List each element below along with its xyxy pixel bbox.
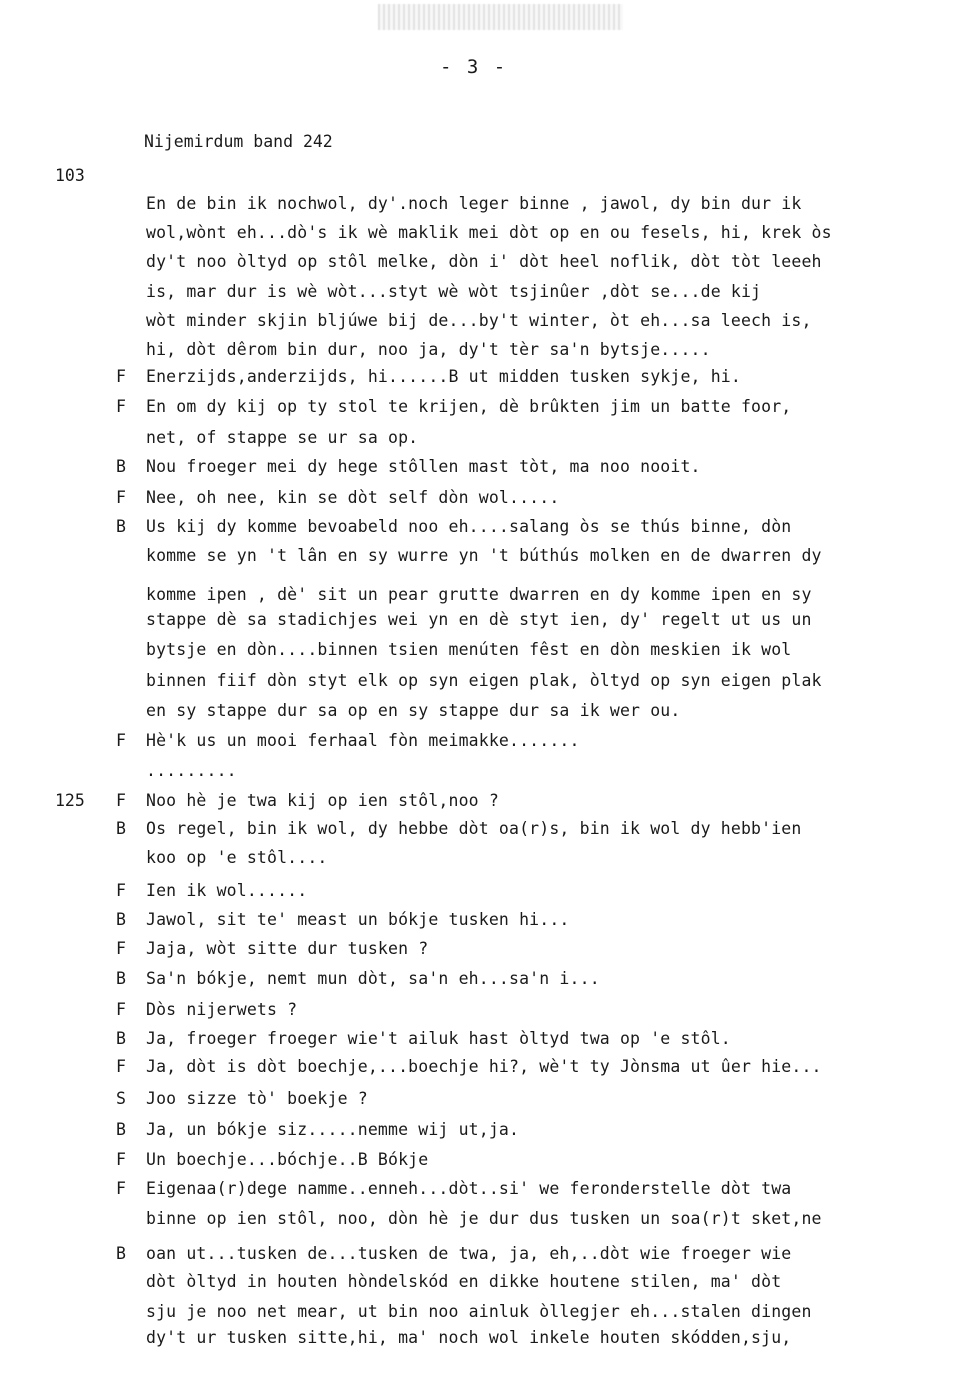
line-text: en sy stappe dur sa op en sy stappe dur sa ik wer ou. (146, 701, 681, 720)
speaker-code: B (116, 457, 126, 476)
transcript-line (0, 906, 979, 934)
speaker-code: F (116, 791, 126, 810)
transcript-title: Nijemirdum band 242 (144, 132, 333, 151)
transcript-line (0, 996, 979, 1024)
transcript-line (0, 965, 979, 993)
transcript-line (0, 484, 979, 512)
transcript-line (0, 935, 979, 963)
line-text: binnen fiif dòn styt elk op syn eigen plak, òltyd op syn eigen plak (146, 671, 822, 690)
line-text: Jawol, sit te' meast un bókje tusken hi... (146, 910, 570, 929)
transcript-line (0, 424, 979, 452)
speaker-code: B (116, 910, 126, 929)
line-text: Joo sizze tò' boekje ? (146, 1089, 368, 1108)
line-text: Ja, un bókje siz.....nemme wij ut,ja. (146, 1120, 520, 1139)
line-text: sju je noo net mear, ut bin noo ainluk òllegjer eh...stalen dingen (146, 1302, 812, 1321)
speaker-code: F (116, 1057, 126, 1076)
transcript-line (0, 581, 979, 609)
scan-smudge (378, 4, 623, 30)
page-number: - 3 - (440, 56, 508, 78)
speaker-code: B (116, 1029, 126, 1048)
speaker-code: F (116, 488, 126, 507)
line-number: 103 (55, 166, 85, 185)
transcript-line (0, 727, 979, 755)
transcript-line (0, 1025, 979, 1053)
line-text: stappe dè sa stadichjes wei yn en dè styt ien, dy' regelt ut us un (146, 610, 812, 629)
line-text: En de bin ik nochwol, dy'.noch leger binne , jawol, dy bin dur ik (146, 194, 802, 213)
line-text: bytsje en dòn....binnen tsien menúten fêst en dòn meskien ik wol (146, 640, 792, 659)
line-text: Un boechje...bóchje..B Bókje (146, 1150, 429, 1169)
line-text: En om dy kij op ty stol te krijen, dè brûkten jim un batte foor, (146, 397, 792, 416)
line-text: komme ipen , dè' sit un pear grutte dwarren en dy komme ipen en sy (146, 585, 812, 604)
transcript-line (0, 877, 979, 905)
speaker-code: F (116, 881, 126, 900)
line-text: Sa'n bókje, nemt mun dòt, sa'n eh...sa'n i... (146, 969, 600, 988)
speaker-code: B (116, 1244, 126, 1263)
line-text: Enerzijds,anderzijds, hi......B ut midden tusken sykje, hi. (146, 367, 741, 386)
speaker-code: F (116, 367, 126, 386)
speaker-code: F (116, 939, 126, 958)
line-text: dòt òltyd in houten hòndelskód en dikke houtene stilen, ma' dòt (146, 1272, 782, 1291)
line-text: Us kij dy komme bevoabeld noo eh....salang òs se thús binne, dòn (146, 517, 792, 536)
line-text: Os regel, bin ik wol, dy hebbe dòt oa(r)s, bin ik wol dy hebb'ien (146, 819, 802, 838)
transcript-line (0, 697, 979, 725)
line-text: Ien ik wol...... (146, 881, 308, 900)
speaker-code: F (116, 1179, 126, 1198)
transcript-line (0, 667, 979, 695)
transcript-line (0, 190, 979, 218)
transcript-line (0, 844, 979, 872)
speaker-code: F (116, 1150, 126, 1169)
transcript-line (0, 815, 979, 843)
transcript-line (0, 336, 979, 364)
speaker-code: F (116, 1000, 126, 1019)
speaker-code: B (116, 819, 126, 838)
transcript-line (0, 1146, 979, 1174)
speaker-code: S (116, 1089, 126, 1108)
transcript-line (0, 1268, 979, 1296)
speaker-code: B (116, 969, 126, 988)
transcript-line (0, 1240, 979, 1268)
transcript-line (0, 513, 979, 541)
line-text: is, mar dur is wè wòt...styt wè wòt tsjinûer ,dòt se...de kij (146, 282, 762, 301)
line-text: komme se yn 't lân en sy wurre yn 't búthús molken en de dwarren dy (146, 546, 822, 565)
transcript-line (0, 1175, 979, 1203)
line-text: Nee, oh nee, kin se dòt self dòn wol..... (146, 488, 560, 507)
line-text: Ja, froeger froeger wie't ailuk hast òltyd twa op 'e stôl. (146, 1029, 731, 1048)
line-text: wol,wònt eh...dò's ik wè maklik mei dòt op en ou fesels, hi, krek òs (146, 223, 832, 242)
line-text: Jaja, wòt sitte dur tusken ? (146, 939, 429, 958)
line-text: Noo hè je twa kij op ien stôl,noo ? (146, 791, 499, 810)
transcript-line (0, 1324, 979, 1352)
transcript-line (0, 1053, 979, 1081)
line-text: ......... (146, 761, 237, 780)
speaker-code: F (116, 397, 126, 416)
line-text: oan ut...tusken de...tusken de twa, ja, eh,..dòt wie froeger wie (146, 1244, 792, 1263)
line-text: net, of stappe se ur sa op. (146, 428, 419, 447)
line-text: Nou froeger mei dy hege stôllen mast tòt, ma noo nooit. (146, 457, 701, 476)
line-text: dy't noo òltyd op stôl melke, dòn i' dòt heel noflik, dòt tòt leeeh (146, 252, 822, 271)
line-number: 125 (55, 791, 85, 810)
transcript-line (0, 1205, 979, 1233)
transcript-line (0, 1085, 979, 1113)
transcript-line (0, 307, 979, 335)
transcript-line (0, 757, 979, 785)
transcript-line (0, 393, 979, 421)
transcript-line (0, 162, 979, 190)
speaker-code: F (116, 731, 126, 750)
transcript-line (0, 1298, 979, 1326)
line-text: Ja, dòt is dòt boechje,...boechje hi?, wè't ty Jònsma ut ûer hie... (146, 1057, 822, 1076)
transcript-line (0, 453, 979, 481)
line-text: Hè'k us un mooi ferhaal fòn meimakke....... (146, 731, 580, 750)
line-text: Eigenaa(r)dege namme..enneh...dòt..si' we feronderstelle dòt twa (146, 1179, 792, 1198)
line-text: dy't ur tusken sitte,hi, ma' noch wol inkele houten skódden,sju, (146, 1328, 792, 1347)
line-text: binne op ien stôl, noo, dòn hè je dur dus tusken un soa(r)t sket,ne (146, 1209, 822, 1228)
transcript-line (0, 248, 979, 276)
transcript-line (0, 1116, 979, 1144)
line-text: hi, dòt dêrom bin dur, noo ja, dy't tèr sa'n bytsje..... (146, 340, 711, 359)
transcript-line (0, 542, 979, 570)
transcript-line (0, 636, 979, 664)
transcript-line (0, 278, 979, 306)
transcript-line (0, 363, 979, 391)
speaker-code: B (116, 1120, 126, 1139)
transcript-line (0, 606, 979, 634)
transcript-line (0, 219, 979, 247)
transcript-line (0, 787, 979, 815)
speaker-code: B (116, 517, 126, 536)
line-text: koo op 'e stôl.... (146, 848, 328, 867)
line-text: Dòs nijerwets ? (146, 1000, 298, 1019)
line-text: wòt minder skjin bljúwe bij de...by't winter, òt eh...sa leech is, (146, 311, 812, 330)
